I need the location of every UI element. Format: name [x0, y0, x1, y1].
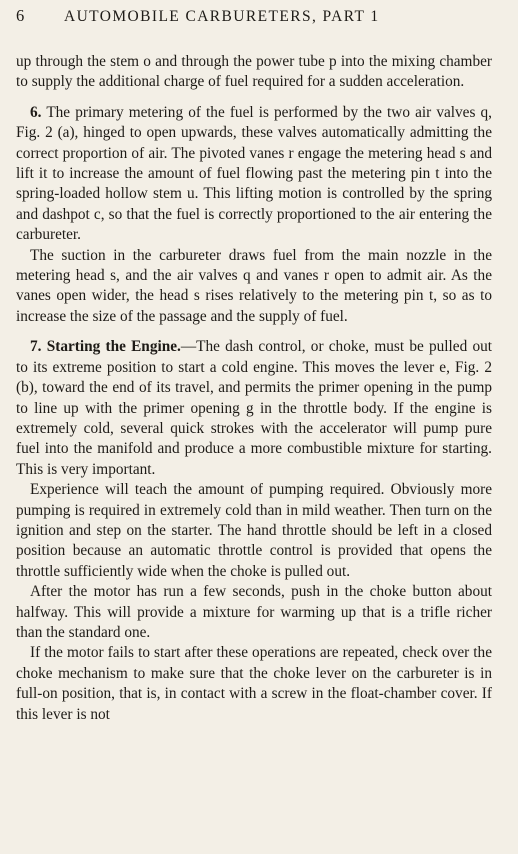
book-page	[16, 6, 492, 848]
paragraph-text: The primary metering of the fuel is performed by the two air valves q, Fig. 2 (a), hinged to open upwards, these valves automatically admitting the correct proportion of air. The pivoted vanes r engage the metering head s and lift it to increase the amount of fuel flowing past the metering pin t into the spring-loaded hollow stem u. This lifting motion is controlled by the spring and dashpot c, so that the fuel is correctly proportioned to the air entering the carbureter.	[16, 103, 492, 244]
paragraph-continuation	[16, 52, 492, 93]
paragraph-text: After the motor has run a few seconds, push in the choke button about halfway. This will provide a mixture for warming up that is a trifle richer than the standard one.	[16, 583, 492, 641]
paragraph	[16, 582, 492, 643]
paragraph	[16, 246, 492, 328]
body-text	[16, 52, 492, 725]
page-number: 6	[16, 6, 25, 25]
section-7-paragraph	[16, 337, 492, 480]
section-title: Starting the Engine.	[46, 338, 181, 356]
paragraph-text: Experience will teach the amount of pumping required. Obviously more pumping is required in extremely cold than in mild weather. Then turn on the ignition and step on the starter. The hand throttle should be left in a closed position because an automatic throttle control is provided that opens the throttle sufficiently wide when the choke is pulled out.	[16, 481, 492, 580]
section-number: 7.	[30, 338, 42, 356]
section-number: 6.	[30, 103, 42, 121]
paragraph-text: —The dash control, or choke, must be pulled out to its extreme position to start a cold engine. This moves the lever e, Fig. 2 (b), toward the end of its travel, and permits the primer opening in the pump to line up with the primer opening g in the throttle body. If the engine is extremely cold, several quick strokes with the accelerator will pump pure fuel into the manifold and produce a more combustible mixture for starting. This is very important.	[16, 338, 492, 478]
running-title: AUTOMOBILE CARBURETERS, PART 1	[64, 8, 380, 25]
section-6-paragraph	[16, 103, 492, 246]
paragraph	[16, 643, 492, 725]
page-header	[16, 6, 492, 36]
paragraph	[16, 480, 492, 582]
paragraph-text: The suction in the carbureter draws fuel from the main nozzle in the metering head s, and the air valves q and vanes r open to admit air. As the vanes open wider, the head s rises relatively to the metering pin t, so as to increase the size of the passage and the supply of fuel.	[16, 246, 492, 325]
paragraph-text: up through the stem o and through the power tube p into the mixing chamber to supply the additional charge of fuel required for a sudden acceleration.	[16, 53, 492, 91]
paragraph-text: If the motor fails to start after these operations are repeated, check over the choke mechanism to make sure that the choke lever on the carbureter is in full-on position, that is, in contact with a screw in the float-chamber cover. If this lever is not	[16, 644, 492, 723]
